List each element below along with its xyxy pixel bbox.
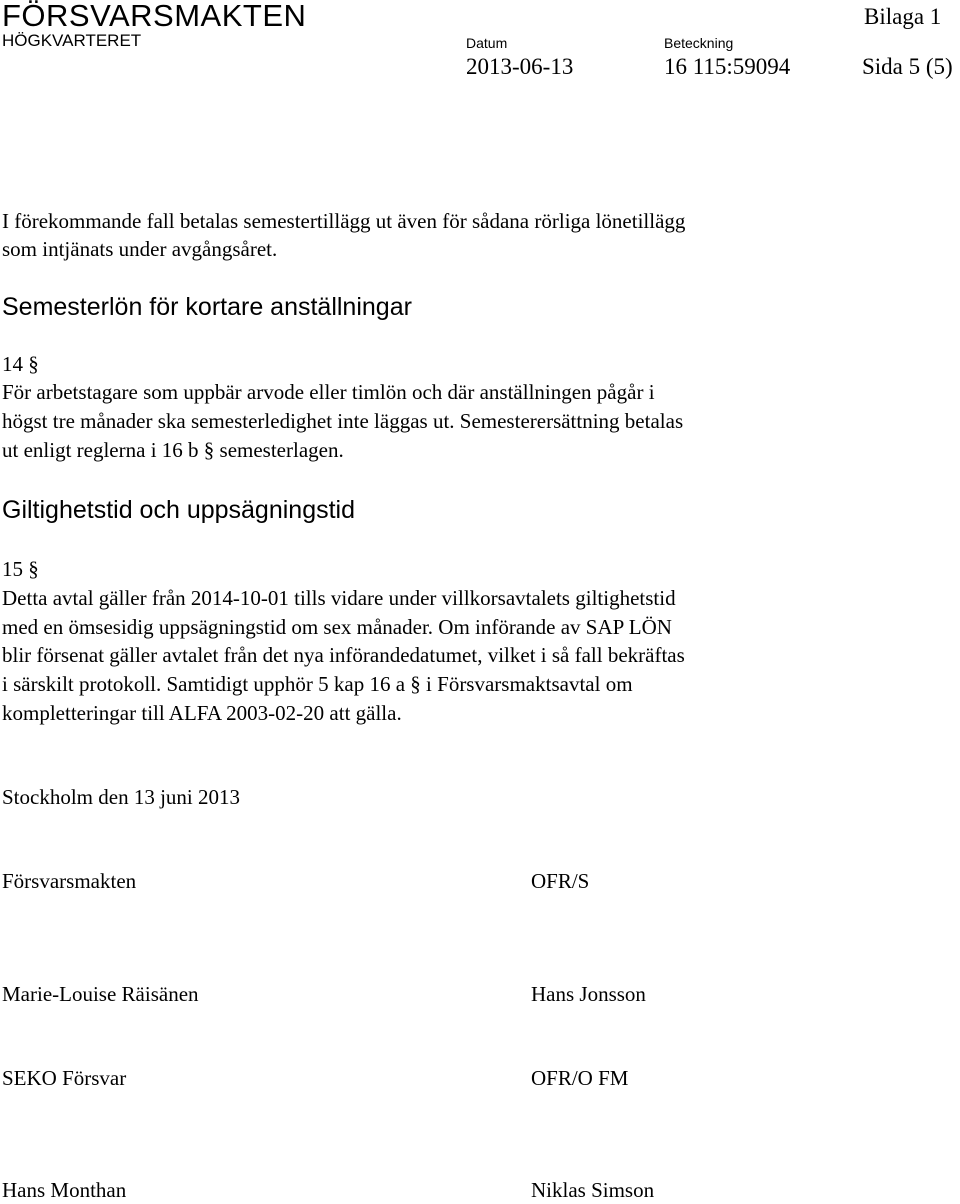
paragraph-line: blir försenat gäller avtalet från det nya införandedatumet, vilket i så fall bekräftas xyxy=(2,643,685,667)
signatory-organisation: Försvarsmakten xyxy=(2,869,137,893)
signatory-name: Marie-Louise Räisänen xyxy=(2,982,199,1006)
unit-name: HÖGKVARTERET xyxy=(2,31,142,50)
signatory-name: Niklas Simson xyxy=(531,1178,655,1202)
paragraph-line: Detta avtal gäller från 2014-10-01 tills vidare under villkorsavtalets giltighetstid xyxy=(2,586,676,610)
section-number: 15 § xyxy=(2,557,39,581)
paragraph-line: För arbetstagare som uppbär arvode eller timlön och där anställningen pågår i xyxy=(2,380,655,404)
signatory-name: Hans Jonsson xyxy=(531,982,646,1006)
intro-line: I förekommande fall betalas semestertillägg ut även för sådana rörliga lönetillägg xyxy=(2,209,686,233)
org-logo-text: FÖRSVARSMAKTEN xyxy=(2,0,307,33)
paragraph-line: högst tre månader ska semesterledighet inte läggas ut. Semesterersättning betalas xyxy=(2,409,684,433)
paragraph-line: kompletteringar till ALFA 2003-02-20 att gälla. xyxy=(2,701,402,725)
section-heading: Semesterlön för kortare anställningar xyxy=(2,293,412,321)
signatory-name: Hans Monthan xyxy=(2,1178,127,1202)
signatory-organisation: OFR/S xyxy=(531,869,590,893)
date-label: Datum xyxy=(466,35,508,51)
section-heading: Giltighetstid och uppsägningstid xyxy=(2,496,356,524)
reference-label: Beteckning xyxy=(664,35,734,51)
paragraph-line: med en ömsesidig uppsägningstid om sex månader. Om införande av SAP LÖN xyxy=(2,615,672,639)
place-and-date: Stockholm den 13 juni 2013 xyxy=(2,785,240,809)
page-number: Sida 5 (5) xyxy=(862,54,953,79)
intro-line: som intjänats under avgångsåret. xyxy=(2,237,278,261)
attachment-label: Bilaga 1 xyxy=(864,4,942,29)
section-number: 14 § xyxy=(2,352,39,376)
date-value: 2013-06-13 xyxy=(466,54,574,79)
paragraph-line: i särskilt protokoll. Samtidigt upphör 5 kap 16 a § i Försvarsmaktsavtal om xyxy=(2,672,633,696)
signatory-organisation: SEKO Försvar xyxy=(2,1066,127,1090)
reference-value: 16 115:59094 xyxy=(664,54,791,79)
paragraph-line: ut enligt reglerna i 16 b § semesterlagen. xyxy=(2,438,344,462)
signatory-organisation: OFR/O FM xyxy=(531,1066,629,1090)
